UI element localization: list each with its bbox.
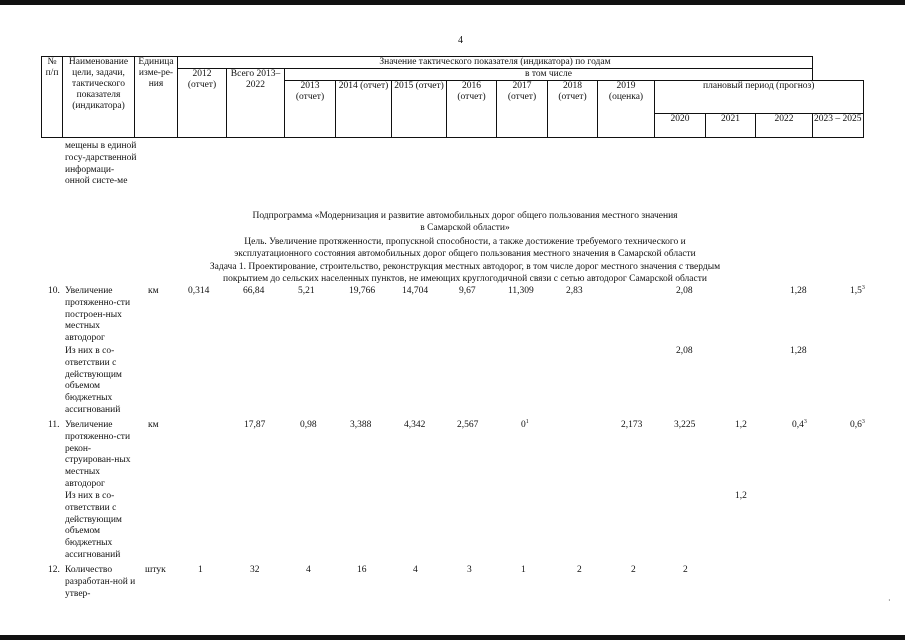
header-num: № п/п — [42, 57, 63, 138]
row-name: Из них в со-ответствии с действующим объемом бюджетных ассигнований — [65, 491, 122, 560]
header-total: Всего 2013–2022 — [227, 69, 285, 138]
value-2017: 1 — [521, 565, 526, 575]
row-number: 11. — [48, 420, 60, 430]
value-2017: 11,309 — [508, 286, 534, 296]
value-2014: 16 — [357, 565, 367, 575]
value-2020: 3,225 — [674, 420, 696, 430]
value-2013: 0,98 — [300, 420, 317, 430]
value-2013: 4 — [306, 565, 311, 575]
value-2012: 0,314 — [188, 286, 210, 296]
row-unit: штук — [145, 565, 166, 575]
row-name: Увеличение протяженно-сти рекон-струирован-ных местных автодорог — [65, 420, 131, 489]
row-name: Увеличение протяженно-сти построен-ных местных автодорог — [65, 286, 131, 344]
subprogram-title-1: Подпрограмма «Модернизация и развитие автомобильных дорог общего пользования местного значения — [252, 211, 678, 221]
value-2018: 2 — [577, 565, 582, 575]
value-2016: 3 — [467, 565, 472, 575]
value-2014: 19,766 — [349, 286, 376, 296]
row-name: Из них в со-ответствии с действующим объемом бюджетных ассигнований — [65, 346, 122, 415]
value-2022: 1,28 — [790, 286, 807, 296]
subprogram-title-2: в Самарской области» — [420, 223, 510, 233]
value-2021: 1,2 — [735, 491, 747, 501]
value-2012: 1 — [198, 565, 203, 575]
row-unit: км — [148, 420, 159, 430]
header-2013: 2013 (отчет) — [285, 81, 336, 138]
value-2016: 2,567 — [457, 420, 479, 430]
header-2020: 2020 — [655, 114, 706, 138]
subprogram-goal-1: Цель. Увеличение протяженности, пропускной способности, а также достижение требуемого технического и — [244, 237, 686, 247]
header-2021: 2021 — [706, 114, 756, 138]
header-2012: 2012 (отчет) — [178, 69, 227, 138]
header-including: в том числе — [285, 69, 813, 81]
row-unit: км — [148, 286, 159, 296]
header-2019: 2019 (оценка) — [598, 81, 655, 138]
value-2023: $1,5^3$ — [850, 284, 865, 296]
value-2017: $0^1$ — [521, 418, 529, 430]
value-2016: 9,67 — [459, 286, 476, 296]
continuation-text: мещены в единой госу-дарственной информаци-онной систе-ме — [65, 141, 137, 187]
subprogram-goal-2: эксплуатационного состояния автомобильных дорог общего пользования местного значения в Самарской области — [234, 249, 696, 259]
header-2017: 2017 (отчет) — [497, 81, 548, 138]
value-2019: 2 — [631, 565, 636, 575]
scan-border-bottom — [0, 635, 905, 640]
page-number: 4 — [458, 35, 463, 46]
value-2020: 2 — [683, 565, 688, 575]
header-values-title: Значение тактического показателя (индикатора) по годам — [178, 57, 813, 69]
value-2015: 4 — [413, 565, 418, 575]
header-planned: плановый период (прогноз) — [655, 81, 864, 114]
header-name: Наименование цели, задачи, тактического показателя (индикатора) — [63, 57, 135, 138]
value-2021: 1,2 — [735, 420, 747, 430]
subprogram-task-1: Задача 1. Проектирование, строительство, реконструкция местных автодорог, в том числе дорог местного значения с твердым — [209, 262, 721, 272]
value-total: 32 — [250, 565, 260, 575]
row-name: Количество разработан-ной и утвер- — [65, 565, 136, 599]
scan-border-top — [0, 0, 905, 5]
row-number: 12. — [48, 565, 60, 575]
value-2018: 2,83 — [566, 286, 583, 296]
row-number: 10. — [48, 286, 60, 296]
header-2018: 2018 (отчет) — [548, 81, 598, 138]
value-2020: 2,08 — [676, 346, 693, 356]
value-2020: 2,08 — [676, 286, 693, 296]
header-unit: Единица изме-ре-ния — [135, 57, 178, 138]
header-2022: 2022 — [756, 114, 813, 138]
value-2015: 14,704 — [402, 286, 429, 296]
value-total: 66,84 — [243, 286, 265, 296]
header-2015: 2015 (отчет) — [392, 81, 447, 138]
value-2023: $0,6^3$ — [850, 418, 865, 430]
value-2022: $0,4^3$ — [792, 418, 807, 430]
value-2013: 5,21 — [298, 286, 315, 296]
value-2019: 2,173 — [621, 420, 643, 430]
header-2016: 2016 (отчет) — [447, 81, 497, 138]
value-2014: 3,388 — [350, 420, 372, 430]
header-2023: 2023 – 2025 — [813, 114, 864, 138]
header-table — [41, 56, 864, 138]
scan-speck: · — [888, 596, 891, 605]
value-total: 17,87 — [244, 420, 266, 430]
subprogram-task-2: покрытием до сельских населенных пунктов, не имеющих круглогодичной связи с сетью автодорог Самарской области — [223, 274, 707, 284]
value-2015: 4,342 — [404, 420, 426, 430]
value-2022: 1,28 — [790, 346, 807, 356]
header-2014: 2014 (отчет) — [336, 81, 392, 138]
